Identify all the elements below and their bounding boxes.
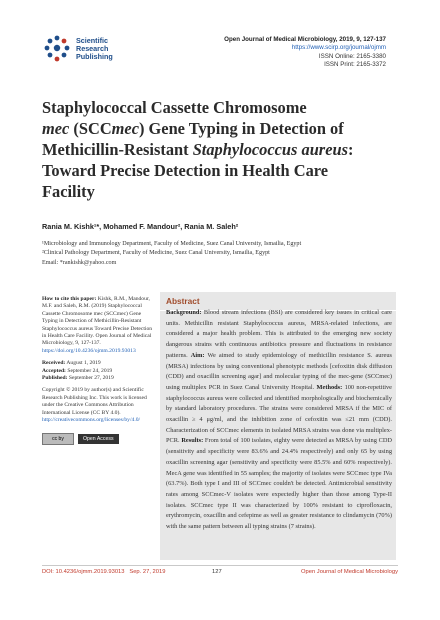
title-line: Facility	[42, 182, 95, 201]
abstract-heading: Abstract	[160, 292, 396, 311]
abstract-box	[160, 292, 396, 560]
footer-journal: Open Journal of Medical Microbiology	[301, 569, 398, 575]
accepted-date: September 24, 2019	[67, 367, 113, 374]
open-access-badge: Open Access	[78, 434, 119, 444]
received-date: August 1, 2019	[66, 360, 101, 367]
title-line	[42, 118, 392, 139]
cc-by-icon[interactable]: cc by	[42, 433, 74, 445]
license-link[interactable]: http://creativecommons.org/licenses/by/4.0/	[42, 417, 141, 424]
copyright-block	[42, 387, 154, 424]
abstract-section-text: We aimed to study epidemiology of methicillin resistance S. aureus (MRSA) infections by using conventional phenotypic methods [cefoxitin disk diffusion (CDD) and oxacillin screening agar] and molecular typing of the mec-gene (SCCmec) using multiplex PCR in Suez Canal University Hospital.	[166, 351, 392, 391]
title-italic: mec	[111, 119, 139, 138]
author-list: Rania M. Kishk¹*, Mohamed F. Mandour², Rania M. Saleh²	[42, 222, 239, 231]
issn-online: ISSN Online: 2165-3380	[318, 52, 386, 60]
published-label: Published:	[42, 375, 68, 382]
publisher-name-line: Publishing	[76, 52, 113, 62]
title-italic: mec	[42, 119, 70, 138]
journal-citation: Open Journal of Medical Microbiology, 2019, 9, 127-137	[224, 36, 386, 43]
citation-label: How to cite this paper:	[42, 296, 97, 302]
dates-block	[42, 360, 154, 382]
footer-doi-date	[42, 569, 165, 575]
footer-date: Sep. 27, 2019	[129, 569, 166, 575]
paper-title	[42, 97, 392, 202]
abstract-section-label: Background:	[166, 309, 202, 316]
issn-print: ISSN Print: 2165-3372	[324, 61, 386, 69]
abstract-section-text: 100 non-repetitive staphylococcus aureus were collected and identified morphologically and biochemically by standard laboratory procedures. The strains were considered MRSA if the MIC of oxacillin ≥ 4 μg/ml, and the inhibition zone of cefoxitin was ≤21 mm (CDD). Characterization of SCCmec elements in isolated MRSA strains was done via multiplex-PCR.	[166, 383, 392, 445]
doi-link[interactable]: https://doi.org/10.4236/ojmm.2019.93013	[42, 347, 136, 354]
title-line	[42, 139, 392, 160]
footer-doi: DOI: 10.4236/ojmm.2019.93013	[42, 569, 125, 575]
abstract-text	[166, 308, 392, 533]
abstract-section-label: Results:	[181, 437, 204, 445]
title-segment: ) Gene Typing in Detection of	[138, 119, 344, 138]
publisher-logo	[42, 34, 192, 70]
publisher-logo-icon	[42, 34, 72, 64]
footer-divider	[42, 565, 398, 566]
received-label: Received:	[42, 360, 66, 367]
abstract-section-label: Methods:	[316, 383, 343, 391]
page-number: 127	[212, 569, 222, 575]
license-badges	[42, 433, 119, 445]
abstract-section-label: Aim:	[190, 351, 205, 359]
accepted-label: Accepted:	[42, 367, 66, 374]
email: Email: *rankishk@yahoo.com	[42, 259, 117, 266]
affiliations	[42, 240, 402, 268]
publisher-name-line: Research	[76, 44, 109, 54]
journal-url-link[interactable]: https://www.scirp.org/journal/ojmm	[291, 44, 386, 52]
title-line: Toward Precise Detection in Health Care	[42, 161, 329, 180]
abstract-section-text: Blood stream infections (BSI) are considered key issues in critical care units. Methicillin resistant Staphylococcus aureus, MRSA-related infections, are considered a major health problem. This is attributed to the emerging new society dangerous strains with continuous antibiotics pressure and fluctuations in resistance patterns.	[166, 309, 392, 359]
affiliation: ¹Microbiology and Immunology Department, Faculty of Medicine, Suez Canal University, Ismailia, Egypt	[42, 241, 302, 247]
affiliation: ²Clinical Pathology Department, Faculty of Medicine, Suez Canal University, Ismailia, Egypt	[42, 250, 270, 257]
title-line: Staphylococcal Cassette Chromosome	[42, 98, 307, 117]
article-info-column	[42, 296, 154, 445]
title-segment: Methicillin-Resistant	[42, 140, 193, 159]
citation-block	[42, 296, 154, 355]
publisher-name-line: Scientific	[76, 36, 108, 45]
title-segment: :	[347, 140, 354, 159]
title-segment: (SCC	[69, 119, 112, 138]
publisher-name	[76, 37, 113, 62]
copyright-text: Copyright © 2019 by author(s) and Scientific Research Publishing Inc. This work is licensed under the Creative Commons Attribution International License (CC BY 4.0).	[42, 387, 147, 416]
citation-text: Kishk, R.M., Mandour, M.F. and Saleh, R.M. (2019) Staphylococcal Cassette Chromosome mec (SCCmec) Gene Typing in Detection of Methicillin-Resistant Staphylococcus aureus Toward Precise Detection in Health Care Facility. Open Journal of Medical Microbiology, 9, 127-137.	[42, 296, 153, 347]
title-italic: Staphylococcus aureus	[192, 140, 348, 159]
published-date: September 27, 2019	[68, 375, 114, 382]
abstract-section-text: From total of 100 isolates, eighty were detected as MRSA by using CDD (sensitivity and specificity were 83.6% and 24.4% respectively) and only 65 by using oxacillin screening agar (sensitivity and specificity were 85.5% and 60% respectively). MecA gene was identified in 55 samples; the majority of isolates were SCCmec type IVa (63.7%). Both type I and III of SCCmec couldn't be detected. Antimicrobial sensitivity rates among SCCmec-V isolates were expectedly higher than those among Type-II isolates. SCCmec type II was characterized by 100% resistant to ciprofloxacin, erythromycin, oxacillin and cefepime as well as greater resistance to clindamycin (70%) with the same pattern between all typing strains (7 strains).	[166, 437, 392, 531]
journal-header	[224, 36, 386, 70]
